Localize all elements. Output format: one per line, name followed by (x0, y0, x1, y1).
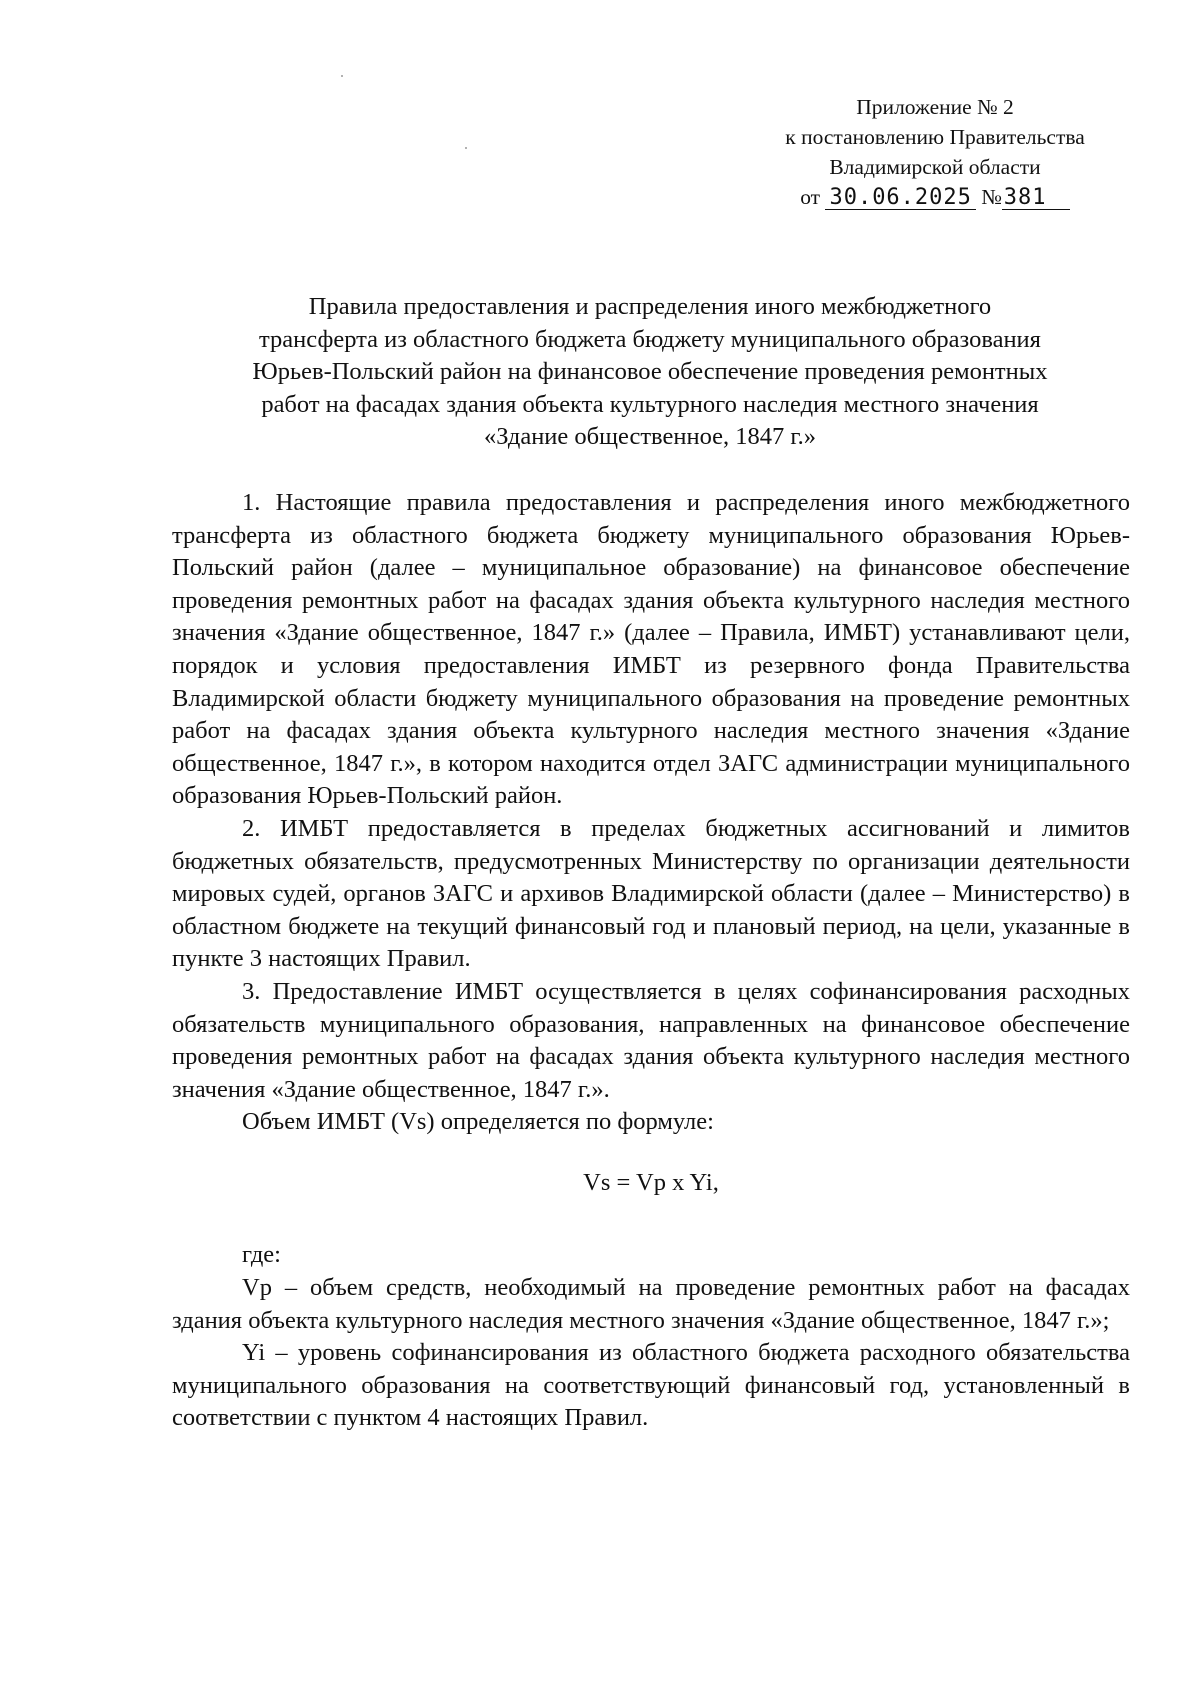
scan-speck (341, 75, 343, 77)
date-prefix: от (800, 185, 821, 209)
scan-speck (465, 147, 467, 149)
number-prefix: № (981, 185, 1002, 209)
title-line-2: трансферта из областного бюджета бюджету муниципального образования (259, 325, 1041, 353)
appendix-region: Владимирской области (829, 155, 1041, 179)
title-line-1: Правила предоставления и распределения иного межбюджетного (308, 293, 992, 320)
paragraph-1: 1. Настоящие правила предоставления и распределения иного межбюджетного трансферта из областного бюджета бюджету муниципального образования Юрьев-Польский район (далее – муниципальное образование) на финансовое обеспечение проведения ремонтных работ на фасадах здания объекта культурного наследия местного значения «Здание общественное, 1847 г.» (далее – Правила, ИМБТ) устанавливают цели, порядок и условия предоставления ИМБТ из резервного фонда Правительства Владимирской области бюджету муниципального образования на проведение ремонтных работ на фасадах здания объекта культурного наследия местного значения «Здание общественное, 1847 г.», в котором находится отдел ЗАГС администрации муниципального образования Юрьев-Польский район. (172, 489, 1130, 810)
resolution-date: 30.06.2025 (825, 187, 975, 210)
appendix-date-line (750, 182, 1120, 212)
document-title (170, 291, 1130, 454)
title-line-4: работ на фасадах здания объекта культурного наследия местного значения (261, 390, 1039, 418)
resolution-number-field (1002, 186, 1070, 210)
title-line-3: Юрьев-Польский район на финансовое обеспечение проведения ремонтных (252, 358, 1048, 385)
definition-yi: Yi – уровень софинансирования из областного бюджета расходного обязательства муниципального образования на соответствующий финансовый год, установленный в соответствии с пунктом 4 настоящих Правил. (172, 1339, 1130, 1432)
appendix-number: Приложение № 2 (856, 95, 1014, 119)
appendix-resolution-ref: к постановлению Правительства (785, 125, 1085, 149)
where-label: где: (242, 1241, 281, 1269)
appendix-header (750, 92, 1120, 212)
title-line-5: «Здание общественное, 1847 г.» (483, 423, 817, 450)
resolution-number: 381 (1003, 185, 1047, 210)
paragraph-2: 2. ИМБТ предоставляется в пределах бюджетных ассигнований и лимитов бюджетных обязательств, предусмотренных Министерству по организации деятельности мировых судей, органов ЗАГС и архивов Владимирской области (далее – Министерство) в областном бюджете на текущий финансовый год и плановый период, на цели, указанные в пункте 3 настоящих Правил. (172, 814, 1130, 973)
formula: Vs = Vp x Yi, (583, 1168, 719, 1196)
formula-intro: Объем ИМБТ (Vs) определяется по формуле: (242, 1108, 714, 1136)
paragraph-3: 3. Предоставление ИМБТ осуществляется в целях софинансирования расходных обязательств муниципального образования, направленных на финансовое обеспечение проведения ремонтных работ на фасадах здания объекта культурного наследия местного значения «Здание общественное, 1847 г.». (172, 977, 1130, 1103)
document-body (172, 487, 1130, 1435)
definition-vp: Vp – объем средств, необходимый на проведение ремонтных работ на фасадах здания объекта культурного наследия местного значения «Здание общественное, 1847 г.»; (172, 1274, 1130, 1334)
